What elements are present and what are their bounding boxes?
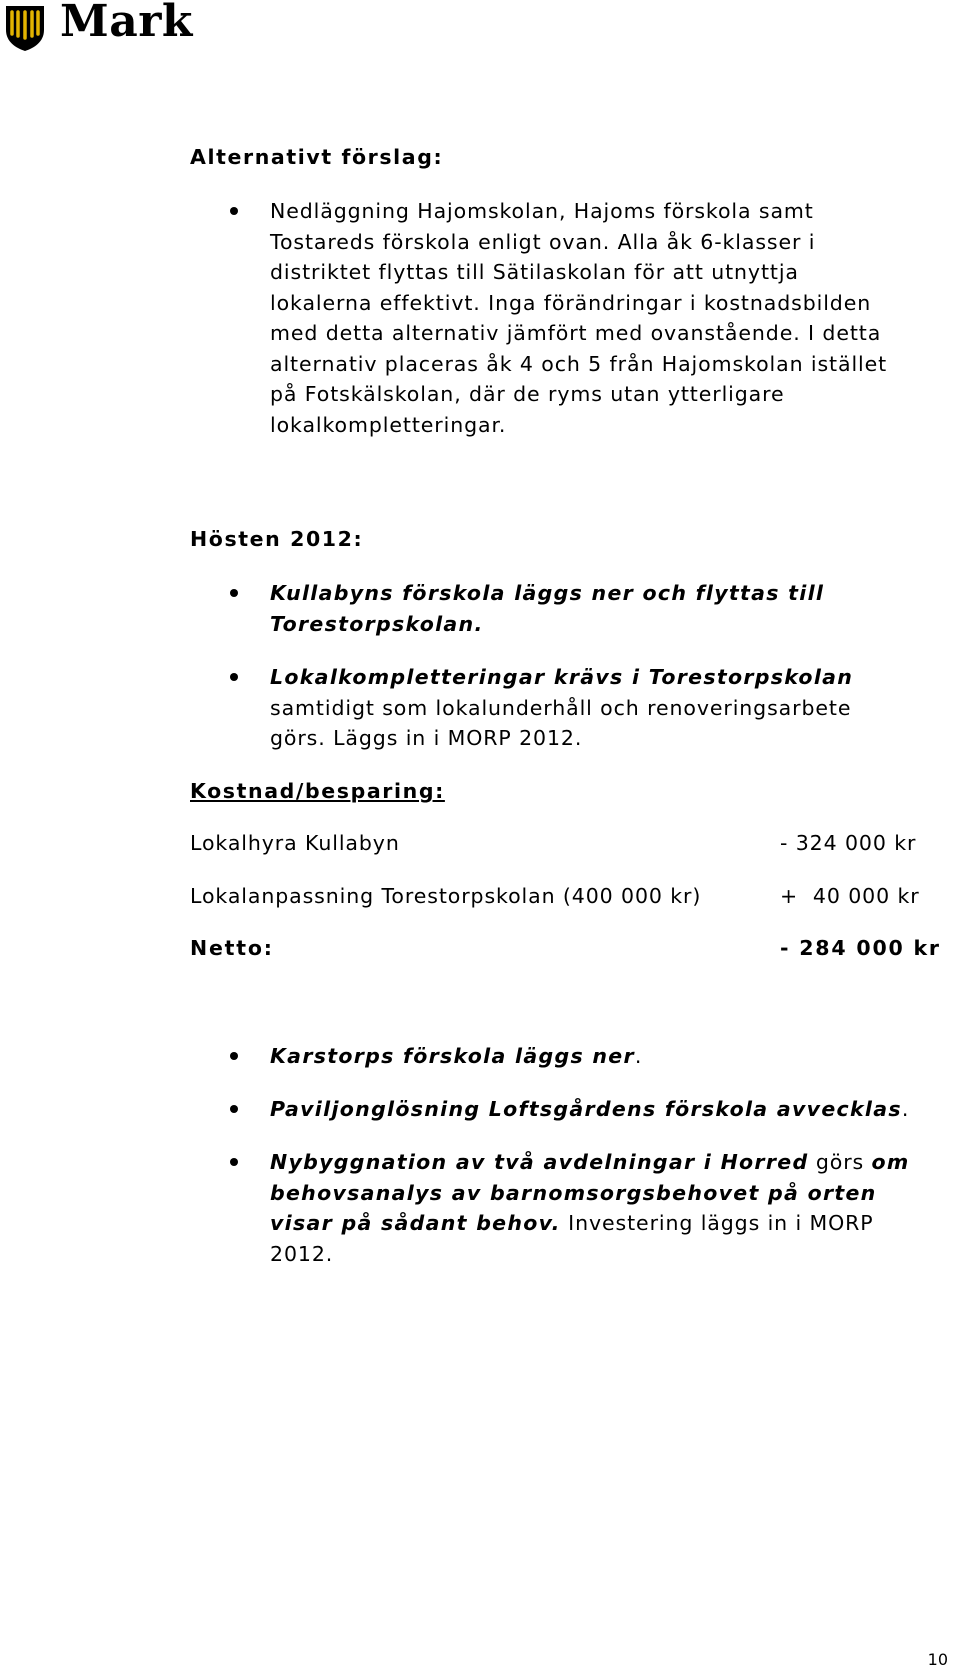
- cost-value: - 324 000 kr: [780, 831, 917, 855]
- text-bold: Karstorps förskola läggs ner: [270, 1044, 635, 1068]
- text-line: behovsanalys av barnomsorgsbehovet på orten: [270, 1180, 877, 1205]
- text-line: Kullabyns förskola läggs ner och flyttas till: [270, 581, 825, 605]
- autumn-bullet-2-text: [270, 662, 940, 754]
- bullet-icon: [230, 673, 238, 681]
- net-value: - 284 000 kr: [780, 936, 941, 960]
- cost-row: [190, 831, 950, 855]
- autumn-bullet-1-text: [270, 578, 940, 639]
- bullet-icon: [230, 1052, 238, 1060]
- alternative-bullet-text: [270, 196, 940, 440]
- bullet-icon: [230, 589, 238, 597]
- cost-heading: Kostnad/besparing:: [190, 779, 445, 803]
- alternative-heading: Alternativt förslag:: [190, 145, 444, 169]
- text-bold: om: [871, 1150, 910, 1174]
- text-line: [270, 1147, 940, 1178]
- final-bullet-3-text: [270, 1147, 940, 1269]
- text-line: Torestorpskolan.: [270, 611, 484, 636]
- text-line: lokalkompletteringar.: [270, 412, 507, 437]
- cost-label: Lokalanpassning Torestorpskolan (400 000 kr): [190, 884, 702, 908]
- text-line: 2012.: [270, 1241, 334, 1266]
- text-normal: görs: [808, 1150, 872, 1174]
- bullet-icon: [230, 1105, 238, 1113]
- autumn-heading: Hösten 2012:: [190, 527, 364, 551]
- page-number: 10: [927, 1650, 948, 1669]
- cost-value: + 40 000 kr: [780, 884, 920, 908]
- text-line: görs. Läggs in i MORP 2012.: [270, 726, 583, 750]
- coat-of-arms-icon: [4, 4, 46, 52]
- logo-text: Mark: [60, 0, 193, 47]
- final-bullet-1-text: [270, 1041, 940, 1072]
- text-line: på Fotskälskolan, där de ryms utan ytterligare: [270, 382, 785, 406]
- text-bold: visar på sådant behov.: [270, 1211, 561, 1235]
- text-line: Lokalkompletteringar krävs i Torestorpskolan: [270, 665, 854, 689]
- bullet-icon: [230, 207, 238, 215]
- cost-label: Lokalhyra Kullabyn: [190, 831, 400, 855]
- text-line: [270, 1208, 940, 1239]
- cost-row: [190, 884, 950, 908]
- net-label: Netto:: [190, 936, 274, 960]
- text-tail: .: [901, 1097, 910, 1121]
- text-line: Tostareds förskola enligt ovan. Alla åk 6-klasser i: [270, 229, 816, 254]
- text-line: alternativ placeras åk 4 och 5 från Hajomskolan istället: [270, 351, 888, 376]
- bullet-icon: [230, 1158, 238, 1166]
- text-bold: Paviljonglösning Loftsgårdens förskola avvecklas: [270, 1097, 902, 1121]
- text-tail: .: [634, 1044, 643, 1068]
- final-bullet-2-text: [270, 1094, 940, 1125]
- text-normal: Investering läggs in i MORP: [560, 1211, 874, 1235]
- text-line: samtidigt som lokalunderhåll och renoveringsarbete: [270, 695, 852, 720]
- text-line: lokalerna effektivt. Inga förändringar i kostnadsbilden: [270, 290, 872, 315]
- text-line: distriktet flyttas till Sätilaskolan för att utnyttja: [270, 260, 799, 284]
- net-row: [190, 936, 950, 960]
- text-line: Nedläggning Hajomskolan, Hajoms förskola samt: [270, 199, 814, 223]
- text-line: med detta alternativ jämfört med ovanstående. I detta: [270, 321, 882, 345]
- text-bold: Nybyggnation av två avdelningar i Horred: [270, 1150, 809, 1174]
